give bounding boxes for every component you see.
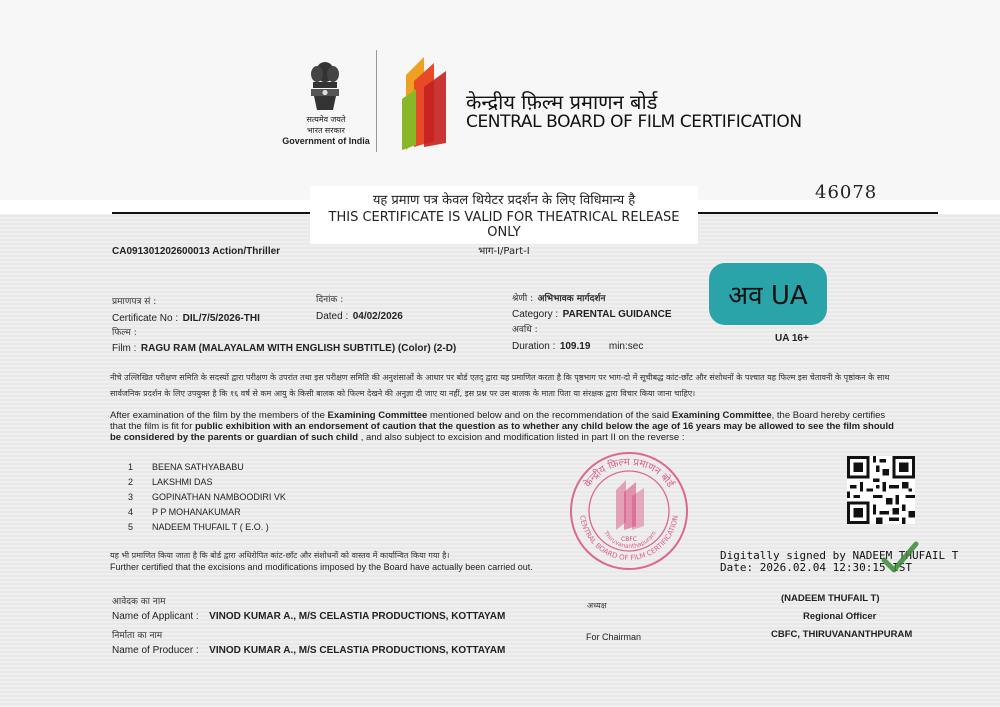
digital-signature-line2: Date: 2026.02.04 12:30:15 IST (720, 561, 913, 574)
validity-english: THIS CERTIFICATE IS VALID FOR THEATRICAL RELEASE ONLY (328, 210, 680, 240)
serial-number: 46078 (815, 182, 878, 203)
gov-english: Government of India (282, 136, 370, 146)
applicant-label: Name of Applicant : (112, 611, 199, 622)
certificate-no-label-hindi: प्रमाणपत्र सं : (112, 297, 157, 307)
gov-hindi: भारत सरकार (307, 126, 345, 135)
dated-label-hindi: दिनांक : (316, 295, 344, 305)
board-name-english: CENTRAL BOARD OF FILM CERTIFICATION (466, 112, 802, 132)
signatory-role: Regional Officer (803, 611, 877, 622)
category-label-hindi: श्रेणी : (512, 294, 534, 304)
list-item: 4 P P MOHANAKUMAR (128, 507, 241, 517)
qr-code-icon[interactable] (847, 456, 915, 524)
dated-value: 04/02/2026 (352, 311, 403, 322)
duration-unit: min:sec (608, 341, 644, 352)
duration-label-hindi: अवधि : (512, 325, 538, 335)
further-certified-hindi: यह भी प्रमाणित किया जाता है कि बोर्ड द्वारा अधिरोपित कांट-छाँट और संशोधनों को वास्तव में कार्यान्वित किया गया है। (110, 551, 450, 560)
category-value: PARENTAL GUIDANCE (562, 309, 672, 320)
cbfc-logo-icon (400, 55, 455, 150)
validity-rule-left (112, 212, 310, 214)
producer-value: VINOD KUMAR A., M/S CELASTIA PRODUCTIONS, KOTTAYAM (209, 645, 506, 656)
committee-members-list (128, 460, 286, 535)
validity-hindi: यह प्रमाण पत्र केवल थियेटर प्रदर्शन के लिए विधिमान्य है (372, 193, 636, 208)
category-value-hindi: अभिभावक मार्गदर्शन (537, 294, 606, 304)
certificate-no-value: DIL/7/5/2026-THI (182, 313, 260, 324)
national-emblem-icon (300, 58, 350, 120)
producer-label: Name of Producer : (112, 645, 199, 656)
checkmark-icon (880, 538, 920, 578)
list-item: 1 BEENA SATHYABABU (128, 462, 244, 472)
film-label: Film : (112, 343, 137, 354)
gov-motto: सत्यमेव जयते (306, 115, 346, 124)
chairman-label: For Chairman (586, 632, 642, 642)
government-of-india-label (282, 114, 370, 147)
signatory-org: CBFC, THIRUVANANTHPURAM (771, 629, 913, 640)
list-item: 3 GOPINATHAN NAMBOODIRI VK (128, 492, 286, 502)
board-name-hindi: केन्द्रीय फ़िल्म प्रमाणन बोर्ड (466, 90, 658, 114)
certificate-id-genre: CA091301202600013 Action/Thriller (112, 246, 281, 257)
list-item: 5 NADEEM THUFAIL T ( E.O. ) (128, 522, 269, 532)
svg-text:CBFC: CBFC (621, 536, 637, 543)
applicant-value: VINOD KUMAR A., M/S CELASTIA PRODUCTIONS, KOTTAYAM (209, 611, 506, 622)
svg-text:CENTRAL BOARD OF FILM CERTIFIC: CENTRAL BOARD OF FILM CERTIFICATION (578, 514, 680, 563)
header-divider (376, 50, 377, 152)
chairman-label-hindi: अध्यक्ष (587, 601, 607, 610)
producer-label-hindi: निर्माता का नाम (112, 631, 163, 641)
cbfc-seal-stamp (568, 450, 690, 572)
duration-label: Duration : (512, 341, 556, 352)
svg-text:केन्द्रीय फ़िल्म प्रमाणन बोर्ड: केन्द्रीय फ़िल्म प्रमाणन बोर्ड (582, 456, 676, 490)
certification-paragraph-english: After examination of the film by the members of the Examining Committee mentioned below and on the recommendation of the said Examining Committee, the Board hereby certifies that the film is fit for public exhibition with an endorsement of caution that the question as to whether any child below the age of 16 years may be allowed to see the film should be considered by the parents or guardian of such child , and also subject to excision and modification listed in part II on the reverse : (110, 410, 894, 443)
validity-notice (310, 186, 698, 257)
category-label: Category : (512, 309, 559, 320)
svg-text:Thiruvananthapuram: Thiruvananthapuram (602, 529, 658, 551)
digital-signature (720, 550, 958, 574)
applicant-label-hindi: आवेदक का नाम (112, 597, 166, 607)
certification-paragraph-hindi: नीचे उल्लिखित परीक्षण समिति के सदस्यों द्वारा परीक्षण के उपरांत तथा इस परीक्षण समिति की अनुशंसाओं के आधार पर बोर्ड एतद् द्वारा यह प्रमाणित करता है कि पृष्ठभाग पर भाग-दो में सूचीबद्ध कांट-छाँट और संशोधनों के पश्चात यह फिल्म इस चेतावनी के पृष्ठांकन के साथ सार्वजनिक प्रदर्शन के लिए उपयुक्त है कि १६ वर्ष से कम आयु के किसी बालक को फिल्म देखने की अनुज्ञा दी जाए या नहीं, इस प्रश्न पर उस बालक के माता पिता या संरक्षक द्वारा विचार किया जाना चाहिए। (110, 373, 890, 398)
validity-rule-right (698, 212, 938, 214)
validity-part: भाग-I/Part-I (478, 246, 530, 257)
film-value: RAGU RAM (MALAYALAM WITH ENGLISH SUBTITLE) (Color) (2-D) (140, 343, 457, 354)
further-certified-english: Further certified that the excisions and modifications imposed by the Board have actually been carried out. (110, 562, 533, 572)
list-item: 2 LAKSHMI DAS (128, 477, 213, 487)
certificate-no-label: Certificate No : (112, 313, 179, 324)
rating-badge: अव UA (709, 263, 827, 325)
rating-sub: UA 16+ (775, 333, 809, 344)
signatory-name: (NADEEM THUFAIL T) (781, 593, 880, 604)
film-label-hindi: फिल्म : (112, 328, 137, 338)
duration-value: 109.19 (559, 341, 591, 352)
dated-label: Dated : (316, 311, 349, 322)
digital-signature-line1: Digitally signed by NADEEM THUFAIL T (720, 549, 959, 562)
